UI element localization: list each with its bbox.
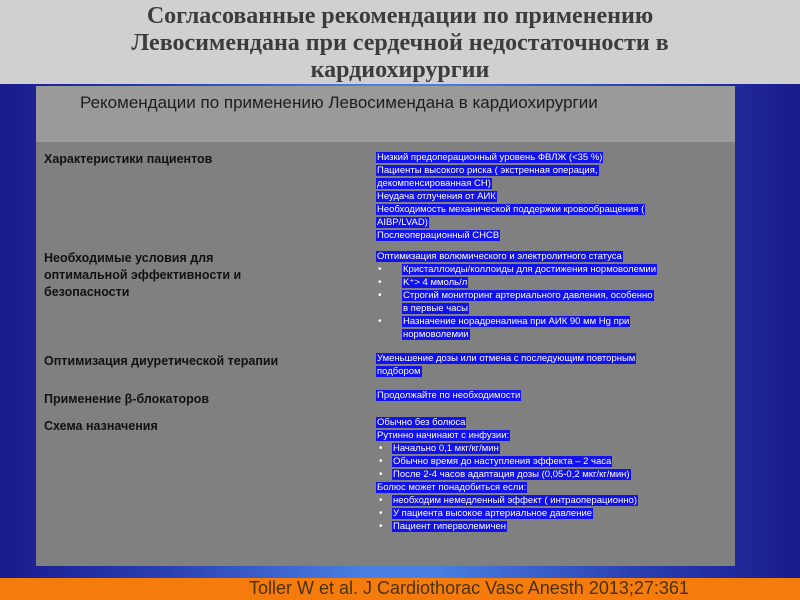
bullet-icon: • <box>379 521 383 532</box>
bullet-icon: • <box>378 277 382 288</box>
bullet-icon: • <box>378 316 382 327</box>
detail-line: Низкий предоперационный уровень ФВЛЖ (<35 %) <box>377 152 603 163</box>
row-label-dosing-scheme: Схема назначения <box>44 419 158 433</box>
detail-line: Обычно без болюса <box>377 417 466 428</box>
detail-bullet-item: Кристаллоиды/коллоиды для достижения нормоволемии <box>403 264 657 275</box>
bullet-icon: • <box>379 456 383 467</box>
detail-line: Неудача отлучения от АИК <box>377 191 496 202</box>
slide-title-line: кардиохирургии <box>310 57 490 83</box>
bullet-icon: • <box>378 264 382 275</box>
detail-line: Необходимость механической поддержки кровообращения ( <box>377 204 645 215</box>
detail-bullet-item: Обычно время до наступления эффекта – 2 часа <box>393 456 612 467</box>
slide-title <box>0 3 800 84</box>
slide-title-band <box>0 0 800 84</box>
table-title: Рекомендации по применению Левосимендана в кардиохирургии <box>80 93 598 112</box>
bullet-icon: • <box>379 469 383 480</box>
bullet-icon: • <box>378 290 382 301</box>
detail-line: Продолжайте по необходимости <box>377 390 521 401</box>
detail-line: Рутинно начинают с инфузии: <box>377 430 510 441</box>
table-header <box>36 86 735 142</box>
detail-line: Послеоперационный СНСВ <box>377 230 500 241</box>
detail-line: Болюс может понадобиться если: <box>377 482 527 493</box>
bullet-icon: • <box>379 495 383 506</box>
detail-bullet-item: в первые часы <box>403 303 469 314</box>
slide-title-line: Согласованные рекомендации по применению <box>146 3 654 29</box>
row-label-line: Необходимые условия для <box>44 251 214 265</box>
detail-line: Оптимизация волюмического и электролитного статуса <box>377 251 622 262</box>
detail-bullet-item: Начально 0,1 мкг/кг/мин <box>393 443 499 454</box>
detail-bullet-item: необходим немедленный эффект ( интраоперационно) <box>393 495 637 506</box>
detail-bullet-item: У пациента высокое артериальное давление <box>393 508 593 519</box>
bullet-icon: • <box>379 443 383 454</box>
detail-line: подбором <box>377 366 421 377</box>
citation: Toller W et al. J Cardiothorac Vasc Anesth 2013;27:361 <box>249 578 689 598</box>
slide-title-line: Левосимендана при сердечной недостаточности в <box>131 30 669 56</box>
detail-bullet-item: K⁺> 4 ммоль/л <box>403 277 468 288</box>
row-label-beta-blockers: Применение β-блокаторов <box>44 392 210 406</box>
detail-bullet-item: нормоволемии <box>403 329 469 340</box>
row-label-patient-characteristics: Характеристики пациентов <box>44 152 213 166</box>
row-label-line: оптимальной эффективности и <box>44 268 242 282</box>
detail-bullet-item: Назначение норадреналина при АИК 90 мм Hg при <box>403 316 630 327</box>
row-label-line: безопасности <box>44 285 130 299</box>
detail-bullet-item: Строгий мониторинг артериального давления, особенно <box>403 290 653 301</box>
detail-line: Уменьшение дозы или отмена с последующим повторным <box>377 353 636 364</box>
detail-bullet-item: После 2-4 часов адаптация дозы (0,05-0,2 мкг/кг/мин) <box>393 469 630 480</box>
detail-line: AIBP/LVAD) <box>377 217 428 228</box>
detail-line: Пациенты высокого риска ( экстренная операция, <box>377 165 598 176</box>
row-label-diuretic-therapy: Оптимизация диуретической терапии <box>44 354 279 368</box>
bullet-icon: • <box>379 508 383 519</box>
detail-line: декомпенсированная СН) <box>377 178 491 189</box>
row-label-optimal-conditions <box>44 250 354 301</box>
detail-bullet-item: Пациент гиперволемичен <box>393 521 507 532</box>
